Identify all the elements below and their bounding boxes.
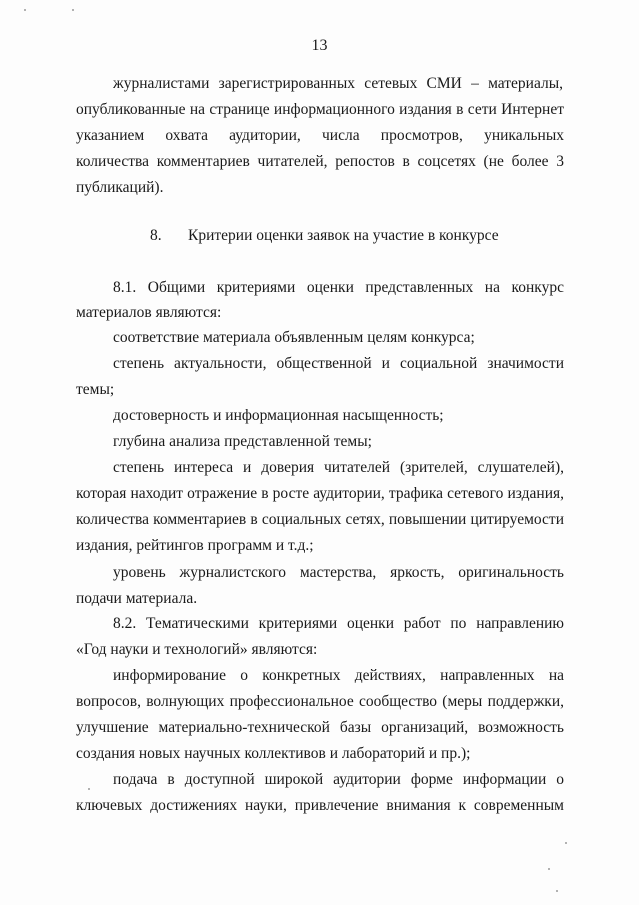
text-line: уровень журналистского мастерства, яркость, оригинальность xyxy=(113,564,564,581)
text-line: которая находит отражение в росте аудитории, трафика сетевого издания, xyxy=(76,485,564,502)
text-line: степень актуальности, общественной и социальной значимости xyxy=(113,355,564,372)
text-line: публикаций). xyxy=(76,179,164,196)
text-line: 8.1. Общими критериями оценки представленных на конкурс xyxy=(113,279,564,296)
text-line: «Год науки и технологий» являются: xyxy=(76,641,318,658)
text-line: информирование о конкретных действиях, направленных на xyxy=(113,667,564,684)
text-line: темы; xyxy=(76,381,115,398)
text-line: соответствие материала объявленным целям конкурса; xyxy=(113,329,475,346)
text-line: улучшение материально-технической базы организаций, возможность xyxy=(76,719,564,736)
scan-speck xyxy=(548,868,550,870)
section-heading xyxy=(150,226,499,246)
page-number: 13 xyxy=(311,37,328,54)
scan-speck xyxy=(72,9,74,11)
text-line: опубликованные на странице информационного издания в сети Интернет xyxy=(76,101,564,118)
text-line: материалов являются: xyxy=(76,304,222,321)
text-line: журналистами зарегистрированных сетевых СМИ – материалы, xyxy=(113,75,563,92)
text-line: подача в доступной широкой аудитории форме информации о xyxy=(113,771,564,788)
scan-speck xyxy=(556,890,558,892)
text-line: глубина анализа представленной темы; xyxy=(113,433,372,450)
text-line: 8.2. Тематическими критериями оценки работ по направлению xyxy=(113,615,564,632)
text-line: вопросов, волнующих профессиональное сообщество (меры поддержки, xyxy=(76,693,564,710)
text-line: указанием охвата аудитории, числа просмотров, уникальных xyxy=(76,127,564,144)
text-line: достоверность и информационная насыщенность; xyxy=(113,407,444,424)
text-line: создания новых научных коллективов и лабораторий и пр.); xyxy=(76,745,471,762)
text-line: степень интереса и доверия читателей (зрителей, слушателей), xyxy=(113,459,564,476)
text-line: количества комментариев читателей, репостов в соцсетях (не более 3 xyxy=(76,153,564,170)
section-number: 8. xyxy=(150,227,162,244)
text-line: количества комментариев в социальных сетях, повышении цитируемости xyxy=(76,511,564,528)
scan-speck xyxy=(88,788,90,790)
section-title: Критерии оценки заявок на участие в конкурсе xyxy=(188,227,499,244)
scan-speck xyxy=(565,842,567,844)
text-line: издания, рейтингов программ и т.д.; xyxy=(76,537,314,554)
text-line: подачи материала. xyxy=(76,590,198,607)
text-line: ключевых достижениях науки, привлечение внимания к современным xyxy=(76,797,564,814)
scan-speck xyxy=(24,9,26,11)
